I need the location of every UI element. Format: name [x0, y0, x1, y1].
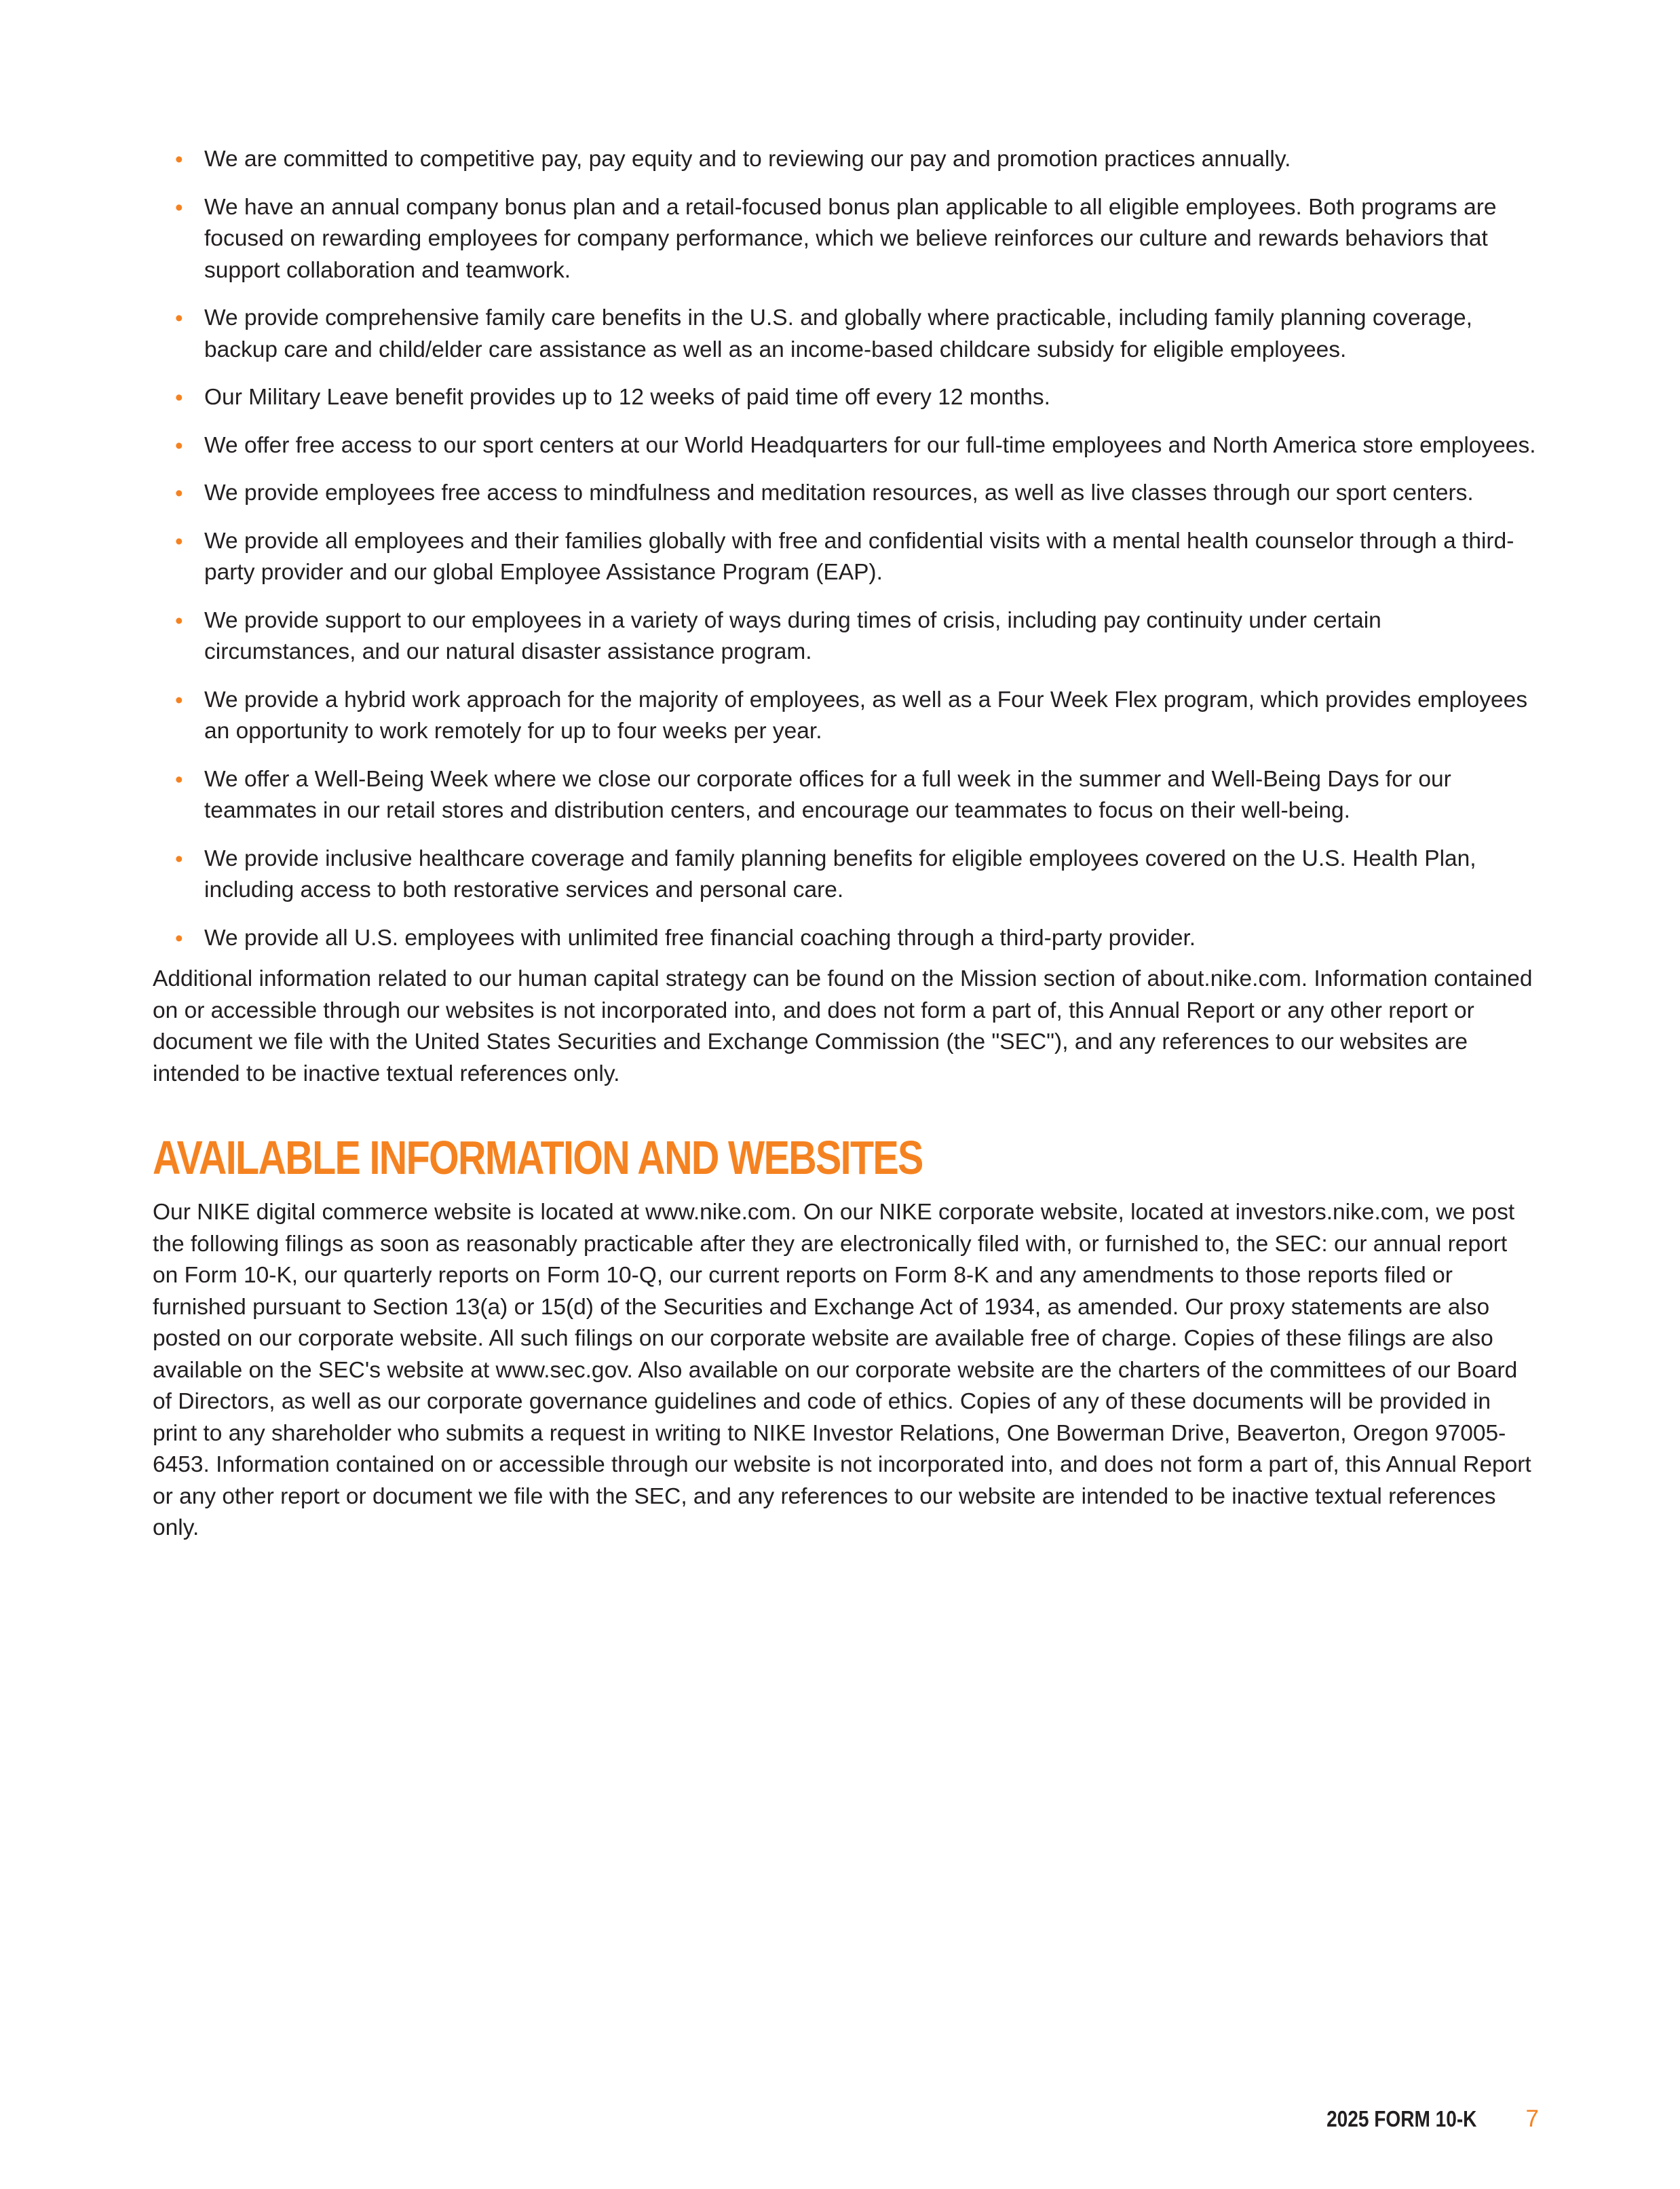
page-number: 7: [1525, 2106, 1539, 2132]
list-item: [153, 144, 1537, 176]
bullet-icon: •: [175, 480, 183, 506]
bullet-icon: •: [175, 845, 183, 871]
bullet-icon: •: [175, 432, 183, 458]
list-item-text: We provide all U.S. employees with unlimited free financial coaching through a third-party provider.: [204, 925, 1196, 951]
list-item: [153, 685, 1537, 748]
list-item: [153, 192, 1537, 287]
list-item: [153, 303, 1537, 366]
list-item: [153, 478, 1537, 510]
bullet-icon: •: [175, 528, 183, 554]
list-item: [153, 526, 1537, 589]
bullet-icon: •: [175, 925, 183, 951]
bullet-icon: •: [175, 147, 183, 172]
list-item-text: We provide all employees and their families globally with free and confidential visits with a mental health counselor through a third-party provider and our global Employee Assistance Program (EAP).: [204, 528, 1514, 585]
list-item: [153, 843, 1537, 907]
list-item-text: Our Military Leave benefit provides up to 12 weeks of paid time off every 12 months.: [204, 385, 1050, 410]
list-item-text: We provide a hybrid work approach for the majority of employees, as well as a Four Week Flex program, which provides employees an opportunity to work remotely for up to four weeks per year.: [204, 687, 1528, 744]
bullet-icon: •: [175, 687, 183, 712]
benefits-list: [153, 144, 1537, 954]
list-item: [153, 382, 1537, 414]
list-item: [153, 764, 1537, 827]
list-item-text: We provide comprehensive family care benefits in the U.S. and globally where practicable, including family planning coverage, backup care and child/elder care assistance as well as an income-based childcare subsidy for eligible employees.: [204, 305, 1472, 362]
bullet-icon: •: [175, 194, 183, 220]
available-info-paragraph: Our NIKE digital commerce website is located at www.nike.com. On our NIKE corporate website, located at investors.nike.com, we post the following filings as soon as reasonably practicable after they are electronically filed with, or furnished to, the SEC: our annual report on Form 10-K, our quarterly reports on Form 10-Q, our current reports on Form 8-K and any amendments to those reports filed or furnished pursuant to Section 13(a) or 15(d) of the Securities and Exchange Act of 1934, as amended. Our proxy statements are also posted on our corporate website. All such filings on our corporate website are available free of charge. Copies of these filings are also available on the SEC's website at www.sec.gov. Also available on our corporate website are the charters of the committees of our Board of Directors, as well as our corporate governance guidelines and code of ethics. Copies of any of these documents will be provided in print to any shareholder who submits a request in writing to NIKE Investor Relations, One Bowerman Drive, Beaverton, Oregon 97005-6453. Information contained on or accessible through our website is not incorporated into, and does not form a part of, this Annual Report or any other report or document we file with the SEC, and any references to our website are intended to be inactive textual references only.: [153, 1200, 1531, 1540]
bullet-icon: •: [175, 305, 183, 330]
list-item-text: We provide employees free access to mindfulness and meditation resources, as well as live classes through our sport centers.: [204, 480, 1474, 506]
list-item-text: We offer a Well-Being Week where we close our corporate offices for a full week in the summer and Well-Being Days for our teammates in our retail stores and distribution centers, and encourage our teammates to focus on their well-being.: [204, 766, 1451, 823]
list-item: [153, 923, 1537, 955]
bullet-icon: •: [175, 607, 183, 633]
bullet-icon: •: [175, 766, 183, 792]
list-item: [153, 605, 1537, 668]
bullet-icon: •: [175, 385, 183, 410]
list-item-text: We provide inclusive healthcare coverage and family planning benefits for eligible employees covered on the U.S. Health Plan, including access to both restorative services and personal care.: [204, 845, 1476, 902]
form-label: 2025 FORM 10-K: [1326, 2106, 1476, 2131]
page-footer: [0, 2102, 1680, 2136]
section-heading: AVAILABLE INFORMATION AND WEBSITES: [153, 1131, 923, 1184]
list-item-text: We offer free access to our sport centers at our World Headquarters for our full-time employees and North America store employees.: [204, 432, 1536, 458]
additional-info-paragraph: Additional information related to our human capital strategy can be found on the Mission section of about.nike.com. Information contained on or accessible through our websites is not incorporated into, and does not form a part of, this Annual Report or any other report or document we file with the United States Securities and Exchange Commission (the "SEC"), and any references to our websites are intended to be inactive textual references only.: [153, 966, 1533, 1086]
list-item-text: We have an annual company bonus plan and a retail-focused bonus plan applicable to all eligible employees. Both programs are focused on rewarding employees for company performance, which we believe reinforces our culture and rewards behaviors that support collaboration and teamwork.: [204, 194, 1497, 283]
list-item-text: We provide support to our employees in a variety of ways during times of crisis, including pay continuity under certain circumstances, and our natural disaster assistance program.: [204, 607, 1381, 664]
list-item-text: We are committed to competitive pay, pay equity and to reviewing our pay and promotion practices annually.: [204, 147, 1291, 172]
list-item: [153, 430, 1537, 462]
page-content: [153, 144, 1537, 1544]
